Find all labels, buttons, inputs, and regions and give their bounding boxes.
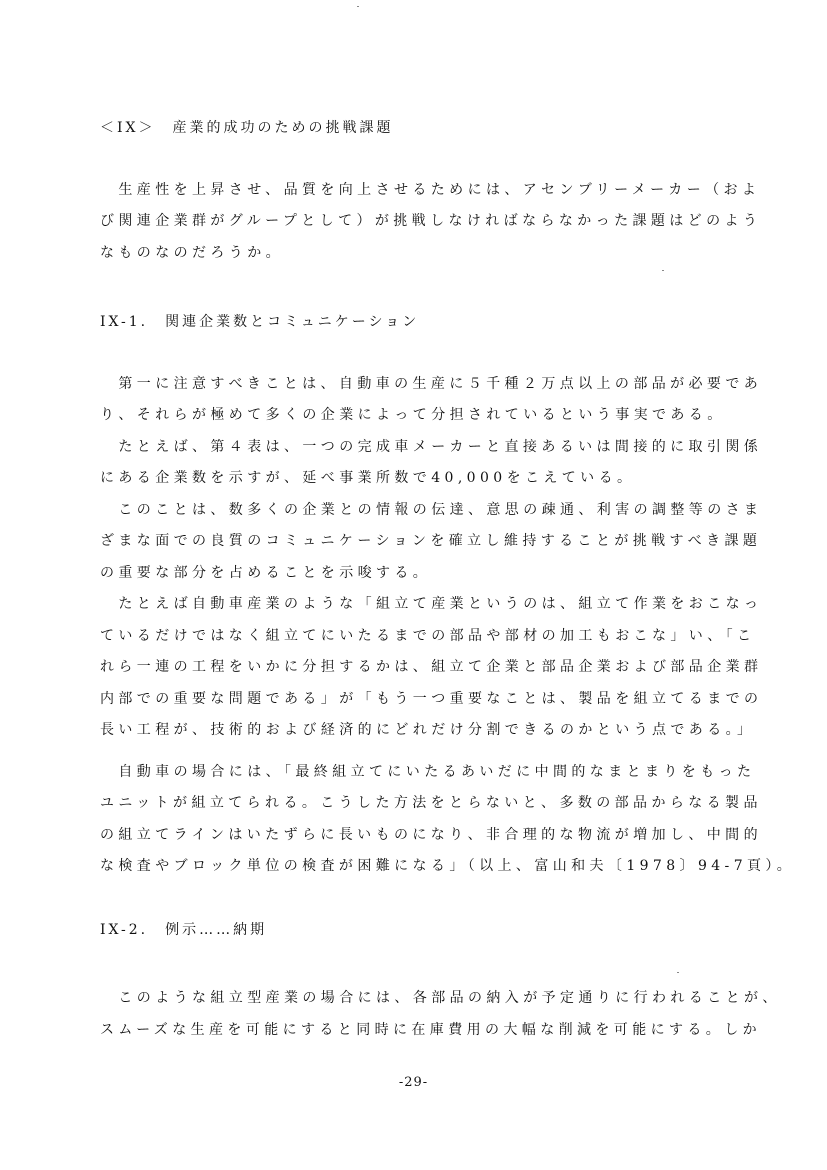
body-line: 自動車の場合には、「最終組立てにいたるあいだに中間的なまとまりをもった — [100, 764, 756, 780]
intro-line: なものなのだろうか。 — [100, 245, 284, 261]
body-line: スムーズな生産を可能にすると同時に在庫費用の大幅な削減を可能にする。しか — [100, 1022, 761, 1038]
intro-line: 生産性を上昇させ、品質を向上させるためには、アセンブリーメーカー（およ — [100, 182, 761, 198]
body-line: れら一連の工程をいかに分担するかは、組立て企業と部品企業および部品企業群 — [100, 659, 763, 675]
body-line: の重要な部分を占めることを示唆する。 — [100, 565, 432, 581]
section-heading: ＜IX＞ 産業的成功のための挑戦課題 — [100, 120, 394, 136]
body-line: このことは、数多くの企業との情報の伝達、意思の疎通、利害の調整等のさま — [100, 502, 763, 518]
intro-line: び関連企業群がグループとして）が挑戦しなければならなかった課題はどのよう — [100, 213, 762, 229]
body-line: ているだけではなく組立てにいたるまでの部品や部材の加工もおこな」い、「こ — [100, 628, 756, 644]
subsection-1-heading: IX-1. 関連企業数とコミュニケーション — [100, 314, 420, 330]
body-line: にある企業数を示すが、延べ事業所数で40,000をこえている。 — [100, 470, 636, 486]
page-number: -29- — [398, 1075, 429, 1090]
body-line: たとえば、第４表は、一つの完成車メーカーと直接あるいは間接的に取引関係 — [100, 439, 763, 455]
body-line: 長い工程が、技術的および経済的にどれだけ分割できるのかという点である。」 — [100, 722, 756, 738]
body-line: の組立てラインはいたずらに長いものになり、非合理的な物流が増加し、中間的 — [100, 827, 762, 843]
body-line: たとえば自動車産業のような「組立て産業というのは、組立て作業をおこなっ — [100, 596, 763, 612]
scan-speck — [677, 972, 679, 973]
body-line: り、それらが極めて多くの企業によって分担されているという事実である。 — [100, 407, 726, 423]
body-line: な検査やブロック単位の検査が困難になる」（以上、富山和夫〔1978〕94-7頁）。 — [100, 858, 796, 874]
body-line: 第一に注意すべきことは、自動車の生産に５千種２万点以上の部品が必要であ — [100, 376, 763, 392]
body-line: 内部での重要な問題である」が「もう一つ重要なことは、製品を組立てるまでの — [100, 691, 763, 707]
body-line: ユニットが組立てられる。こうした方法をとらないと、多数の部品からなる製品 — [100, 795, 762, 811]
scan-speck — [357, 6, 359, 7]
body-line: このような組立型産業の場合には、各部品の納入が予定通りに行われることが、 — [100, 990, 781, 1006]
subsection-2-heading: IX-2. 例示……納期 — [100, 922, 268, 938]
body-line: ざまな面での良質のコミュニケーションを確立し維持することが挑戦すべき課題 — [100, 533, 762, 549]
scan-speck — [662, 270, 664, 271]
